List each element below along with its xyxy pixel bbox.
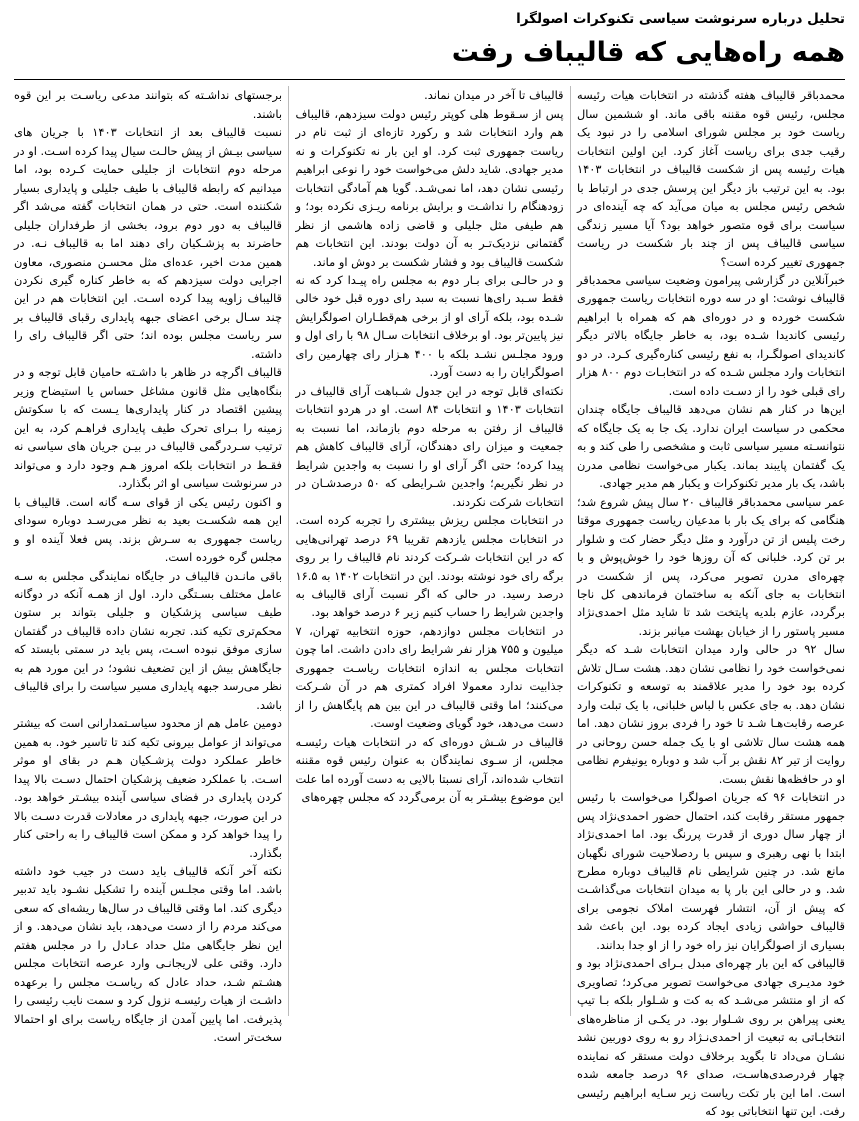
paragraph: پس از سـقوط هلی کوپتر رئیس دولت سیزدهم، قالیباف هم وارد انتخابات شد و رکورد تازه‌ای از ثبت نام در ریاست جمهوری ثبت کرد. او این بار نه تکنوکرات و نه مدیر جهادی. شاید دلش می‌خواست خود را نوعی ابراهیم رئیسی نشان دهد، اما نمی‌شـد. گویا هم آمادگی انتخابات زودهنگام را نداشـت و برایش برنامه ریـزی نکرده بود؛ و هم طیفی مثل جلیلی و قاضی زاده هاشمی از نظر گفتمانی نزدیک‌تـر به آن دولت بودند. این انتخابات هم شکست قالیباف بود و فشار شکست بر دوش او ماند. <box>295 106 564 269</box>
paragraph: و اکنون رئیس یکی از قوای سـه گانه است. قالیباف با این همه شکسـت بعید به نظر می‌رسـد دوباره سودای ریاست جمهوری به سـرش بزند. پس فعلا آینده او و مجلس گره خورده است. <box>14 494 282 565</box>
paragraph: سال ۹۲ در حالی وارد میدان انتخابات شـد که دیگر نمی‌خواست خود را نظامی نشان دهد. هشت سـال تلاش کرده بود خود را مدیر علاقمند به توسعه و تکنوکرات نشان دهد. به جای عکس با لباس خلبانی، با یک تبلت وارد عرصه رقابت‌هـا شـد تا خود را فردی بروز نشان دهد. اما همه هشت سال تلاشی او با یک جمله حسن روحانی در روایت از تیر ۸۲ نقش بر آب شد و دوباره یونیفرم نظامی او در حافظه‌ها نقش بست. <box>577 642 845 786</box>
paragraph: قالیباف در شـش دوره‌ای که در انتخابات هیات رئیسـه مجلس، از سـوی نمایندگان به عنوان رئیس قوه مقننه انتخاب شده‌اند، آرای نسبتا بالایی به دست آورده اما علت این موضوع بیشـتر به آن برمی‌گردد که مجلس چهره‌های <box>295 734 564 805</box>
column-divider <box>570 86 571 1016</box>
paragraph: و در حالـی برای بـار دوم به مجلس راه پیـدا کرد که نه فقط سـبد رای‌ها نسبت به سبد رای دوره قبل خود خالی شـده بود، بلکه آرای او از برخی هم‌قطـاران اصولگرایش نیز پایین‌تر بود. او برخلاف انتخابات سـال ۹۸ با رای اول و ورود مجلـس نشـد بلکه با ۴۰۰ هـزار رای چهارمین رای اصولگرایان را به دست آورد. <box>295 273 564 380</box>
paragraph: در انتخابات مجلس دوازدهم، حوزه انتخابیه تهران، ۷ میلیون و ۷۵۵ هزار نفر شرایط رای دادن داشت. اما چون انتخابات مجلس به اندازه انتخابات ریاسـت جمهوری جذابیت ندارد معمولا افراد کمتری هم در آن شـرکت می‌کنند؛ اما وقتی قالیباف در این بین هم پایگاهش را از دست می‌دهد، خود گویای وضعیت اوست. <box>295 623 564 731</box>
paragraph: برجستهای نداشـته که بتوانند مدعی ریاسـت بر این قوه باشند. <box>14 88 282 121</box>
article-headline: همه راه‌هایی که قالیباف رفت <box>451 36 845 68</box>
paragraph: قالیباف اگرچه در ظاهر با داشـته حامیان قابل توجه و در بنگاه‌هایی مثل قانون مشاغل حساس یا استیضاح وزیر پیشین اقتصاد در کنار پایداری‌ها یـست که با سکوتش زمینه را بـرای تحرک طیف پایداری فراهـم کرد، به این ترتیب سـردرگمی قالیباف در بیـن جریان های سیاسی نه فقـط در انتخابات بلکه امروز هـم وجود دارد و می‌تواند در سرنوشت سیاسی او اثر بگذارد. <box>14 365 282 491</box>
paragraph: محمدباقر قالیباف هفته گذشته در انتخابات هیات رئیسه مجلس، رئیس قوه مقننه باقی ماند. او ششمین سال ریاست خود بر مجلس شورای اسلامی را در نبود یک رقیب جدی برای ریاست آغاز کرد. این اولین انتخابات هیات رئیسه پس از شکست قالیباف در انتخابات ۱۴۰۳ بود. به این ترتیب باز دیگر این پرسش جدی در ارتباط با شخص رئیس مجلس به میان می‌آید که چه آینده‌ای در سیاست برای قوه متصور خواهد بود؟ آیا مسیر زندگی سیاسی قالیباف پس از چند بار شکست در ریاست جمهوری تغییر کرده است؟ <box>577 88 845 269</box>
article-column-left <box>14 86 282 1046</box>
paragraph: نکته آخر آنکه قالیباف باید دست در جیب خود داشته باشد. اما وقتی مجلـس آینده را تشکیل نشـود باید تدبیر دیگری کند. اما وقتی قالیباف در سال‌ها ریشه‌ای که سعی می‌کند مردم را از دست می‌دهد، باید نشان می‌دهد. و از این نظر جایگاهی مثل حداد عـادل را در مجلس هفتم دارد. وقتی علی لاریجانـی وارد عرصه انتخابات مجلس هشـتم شـد، حداد عادل که ریاسـت مجلس را برعهده داشـت از هیات رئیسـه نزول کرد و سمت نایب رئیسی را پذیرفت. اما پایین آمدن از جایگاه ریاست برای او احتمالا سخت‌تر است. <box>14 864 282 1045</box>
paragraph: باقی مانـدن قالیباف در جایگاه نمایندگی مجلس به سـه عامل مختلف بسـتگی دارد. اول از همـه آنکه در دوگانه طیف سیاسی پزشکیان و جلیلی بتواند بر ستون محکم‌تری تکیه کند. تجربه نشان داده قالیباف در گفتمان سازی موفق نبوده اسـت، پس باید در سمتی بایستد که جایگاهش بیش از این تضعیف نشود؛ در این مورد هم به نظر می‌رسد جبهه پایداری مسیر سیاست را برای قالیباف باشد. <box>14 568 282 712</box>
header-divider <box>14 79 845 80</box>
paragraph: نسبت قالیباف بعد از انتخابات ۱۴۰۳ با جریان های سیاسی بیـش از پیش حالـت سیال پیدا کرده اسـت. او در مرحله دوم انتخابات از جلیلی حمایت کـرده بود، اما میدانیم که رابطه قالیباف با طیف جلیلی و پایداری بسیار شکننده است. حتی در همان انتخابات گفته می‌شد اگر قالیباف به دور دوم برود، بخشی از طرفداران جلیلی حاضرند به پزشـکیان رای دهند اما به قالیباف نـه. در همین مدت اخیر، عده‌ای مثل محسـن منصوری، معاون اجرایی دولت سیزدهم که به خاطر کناره گیری نکردن قالیباف زاویه پیدا کرده اسـت. این انتخابات هم در این چند سـال برخی اعضای جبهه پایداری رقبای قالیباف بر سر ریاست مجلس بوده اند؛ حتی اگر قالیباف رای را داشته. <box>14 125 282 361</box>
paragraph: این‌ها در کنار هم نشان می‌دهد قالیباف جایگاه چندان محکمی در سیاست ایران ندارد. یک جا به یک جایگاه که نتوانسـته مسیر سیاسی ثابت و مشخصی را طی کند و به یک گفتمان پایبند بماند. یکبار می‌خواست نظامی مدرن باشد، یک بار مدیر تکنوکرات و یکبار هم مدیر جهادی. <box>577 402 845 491</box>
paragraph: دومین عامل هم از محدود سیاسـتمدارانی است که بیشتر می‌تواند از عوامل بیرونی تکیه کند تا تاسیر خود. به همین خاطر عملکرد دولت پزشـکیان هـم در بقای او موثر اسـت. با عملکرد ضعیف پزشکیان احتمال دسـت بالا پیدا کردن پایداری در فضای سیاسی آینده بیشـتر خواهد بود. در این صورت، جبهه پایداری در معادلات قدرت دسـت بالا را پیدا خواهد کرد و ممکن است قالیباف را به راحتی کنار بگذارد. <box>14 716 282 860</box>
paragraph: نکته‌ای قابل توجه در این جدول شـباهت آرای قالیباف در انتخابات ۱۴۰۳ و انتخابات ۸۴ است. او در هردو انتخابات قالیباف از رفتن به مرحله دوم بازماند، اما نسبت به جمعیت و میزان رای دهندگان، آرای قالیباف کاهش هم پیدا کرده؛ حتی اگر آرای او را نسبت به واجدین شرایط در نظر نگیریم؛ واجدین شـرایطی که ۵۰ درصدشـان در انتخابات شرکت نکردند. <box>295 383 564 509</box>
article-kicker: تحلیل درباره سرنوشت سیاسی تکنوکرات اصولگرا <box>516 11 845 27</box>
paragraph: در انتخابات ۹۶ که جریان اصولگرا می‌خواست با رئیس جمهور مستقر رقابت کند، احتمال حضور احمدی‌نژاد پس از چهار سال دوری از قدرت پررنگ بود. اما احمدی‌نژاد ابتدا با نهی رهبری و سپس با ردصلاحیت شورای نگهبان مانع شد. در چنین شرایطی نام قالیباف دوباره مطرح شد. و در حالی این بار پا به میدان انتخابات می‌گذاشـت که پیش از آن، انتشار فهرست املاک نجومی برای قالیباف حواشی زیادی ایجاد کرده بود. این باعث شد بسیاری از اصولگرایان نیز راه خود را از او جدا بدانند. <box>577 790 845 952</box>
article-columns <box>14 86 846 1119</box>
paragraph: خبرآنلاین در گزارشی پیرامون وضعیت سیاسی محمدباقر قالیباف نوشت: او در سه دوره انتخابات ریاست جمهوری شکست خورده و در دوره‌ای هم که همراه با ابراهیم رئیسی کاندیدا شـده بود، به خاطر جایگاه بالاتر دیگر کاندیدای اصولگـرا، به نفع رئیسی کناره‌گیری کـرد. در دو انتخابات وارد مجلس شـده که در انتخابـات دوم ۸۰۰ هزار رای قبلی خود را از دسـت داده است. <box>577 273 846 398</box>
article-column-right <box>577 86 845 1120</box>
column-divider <box>288 86 289 1016</box>
paragraph: قالیبافی که این بار چهره‌ای مبدل بـرای احمدی‌نژاد بود و خود مدیـری جهادی می‌خواست تصویر می‌کرد؛ تصاویری که از او منتشر می‌شـد که به کت و شـلوار بلکه بـا تیپ یعنی پیراهن بر روی شـلوار بود. در یکـی از مناظره‌های انتخابـاتی به تبعیت از احمدی‌نـژاد رو به روی دوربین نشد نشـان می‌داد تا بگوید برخلاف دولت مستقر که نماینده چهار فردرصدی‌هاسـت، صدای ۹۶ درصد جامعه شده است. اما این بار تکت ریاست زیر سـایه ابراهیم رئیسی رفت. این تنها انتخاباتی بود که <box>577 956 845 1119</box>
article-column-middle <box>296 86 564 806</box>
article-header <box>14 10 845 71</box>
paragraph: قالیباف تا آخر در میدان نماند. <box>424 88 564 103</box>
paragraph: عمر سیاسی محمدباقر قالیباف ۲۰ سال پیش شروع شد؛ هنگامی که برای یک بار با مدعیان ریاست جمهوری موقتا رخت پلیس از تن درآورد و مثل دیگر حضار کت و شلوار بر تن کرد. خلبانی که آن روز‌ها خود را خوش‌پوش و با چهره‌ای مدرن تصویر می‌کرد، پس از شکست در انتخابات به جای آنکه به ساختمان فرماندهی کل ناجا برگردد، عازم بلدیه پایتخت شد تا شاید مثل احمدی‌نژاد مسیر پاستور را از خیابان بهشت میانبر بزند. <box>577 494 845 638</box>
paragraph: در انتخابات مجلس ریزش بیشتری را تجربه کرده است. در انتخابات مجلس یازدهم تقریبا ۶۹ درصد تهرانی‌هایی که در این انتخابات شـرکت کردند نام قالیباف را بر روی برگه رای خود نوشته بودند. این در انتخابات ۱۴۰۲ به ۱۶.۵ درصد رسید. در حالی که اگر نسبت آرای قالیباف به واجدین شرایط را حساب کنیم زیر ۶ درصد خواهد بود. <box>295 513 564 620</box>
